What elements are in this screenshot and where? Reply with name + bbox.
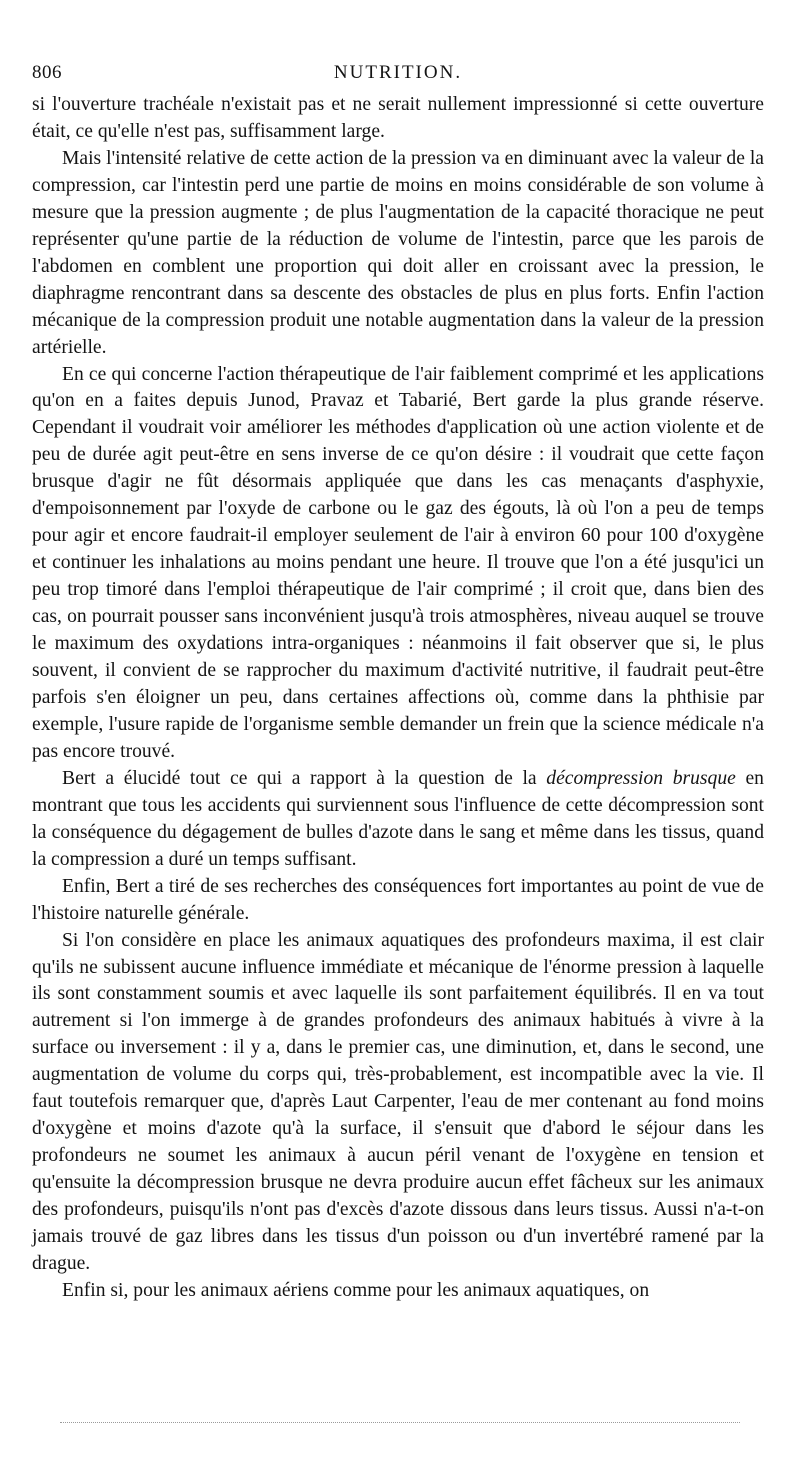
paragraph: En ce qui concerne l'action thérapeutique de l'air faiblement comprimé et les applications qu'on en a faites depuis Junod, Pravaz et Tabarié, Bert garde la plus grande réserve. Cependant il voudrait voir améliorer les méthodes d'application où une action violente et de peu de durée agit peut-être en sens inverse de ce qu'on désire : il voudrait que cette façon brusque d'agir ne fût désormais appliquée que dans les cas menaçants d'asphyxie, d'empoisonnement par l'oxyde de carbone ou le gaz des égouts, là où l'on a peu de temps pour agir et encore faudrait-il employer seulement de l'air à environ 60 pour 100 d'oxygène et continuer les inhalations au moins pendant une heure. Il trouve que l'on a été jusqu'ici un peu trop timoré dans l'emploi thérapeutique de l'air comprimé ; il croit que, dans bien des cas, on pourrait pousser sans inconvénient jusqu'à trois atmosphères, niveau auquel se trouve le maximum des oxydations intra-organiques : néanmoins il fait observer que si, le plus souvent, il convient de se rapprocher du maximum d'activité nutritive, il faudrait peut-être parfois s'en éloigner un peu, dans certaines affections où, comme dans la phthisie par exemple, l'usure rapide de l'organisme semble demander un frein que la science médicale n'a pas encore trouvé. [32, 363, 764, 762]
paragraph: Mais l'intensité relative de cette action de la pression va en diminuant avec la valeur de la compression, car l'intestin perd une partie de moins en moins considérable de son volume à mesure que la pression augmente ; de plus l'augmentation de la capacité thoracique ne peut représenter qu'une partie de la réduction de volume de l'intestin, parce que les parois de l'abdomen en comblent une proportion qui doit aller en croissant avec la pression, le diaphragme rencontrant dans sa descente des obstacles de plus en plus forts. Enfin l'action mécanique de la compression produit une notable augmentation dans la valeur de la pression artérielle. [32, 147, 764, 358]
page-header [32, 62, 764, 92]
paragraph: Enfin, Bert a tiré de ses recherches des conséquences fort importantes au point de vue de l'histoire naturelle générale. [32, 875, 764, 924]
page-number: 806 [32, 62, 62, 83]
paragraph-continues: Enfin si, pour les animaux aériens comme pour les animaux aquatiques, on [62, 1279, 650, 1301]
paragraph: Si l'on considère en place les animaux aquatiques des profondeurs maxima, il est clair qu'ils ne subissent aucune influence immédiate et mécanique de l'énorme pression à laquelle ils sont constamment soumis et avec laquelle ils sont parfaitement équilibrés. Il en va tout autrement si l'on immerge à de grandes profondeurs des animaux habitués à vivre à la surface ou inversement : il y a, dans le premier cas, une diminution, et, dans le second, une augmentation de volume du corps qui, très-probablement, est incompatible avec la vie. Il faut toutefois remarquer que, d'après Laut Carpenter, l'eau de mer contenant au fond moins d'oxygène et moins d'azote qu'à la surface, il s'ensuit que d'abord le séjour dans les profondeurs ne soumet les animaux à aucun péril venant de l'oxygène en tension et qu'ensuite la décompression brusque ne devra produire aucun effet fâcheux sur les animaux des profondeurs, puisqu'ils n'ont pas d'excès d'azote dissous dans leurs tissus. Aussi n'a-t-on jamais trouvé de gaz libres dans les tissus d'un poisson ou d'un invertébré ramené par la drague. [32, 929, 764, 1274]
paragraph [32, 766, 764, 874]
paragraph-text: Bert a élucidé tout ce qui a rapport à la question de la [62, 767, 547, 789]
body-text [32, 92, 764, 1305]
footer-rule [60, 1422, 740, 1423]
running-title: NUTRITION. [333, 62, 463, 83]
paragraph-text: en montrant que tous les accidents qui surviennent sous l'influence de cette décompression sont la conséquence du dégagement de bulles d'azote dans le sang et même dans les tissus, quand la compression a duré un temps suffisant. [32, 767, 764, 870]
emphasis-text: décompression brusque [546, 767, 736, 789]
paragraph-continuation: si l'ouverture trachéale n'existait pas et ne serait nullement impressionné si cette ouverture était, ce qu'elle n'est pas, suffisamment large. [32, 94, 764, 142]
book-page [32, 62, 764, 1305]
